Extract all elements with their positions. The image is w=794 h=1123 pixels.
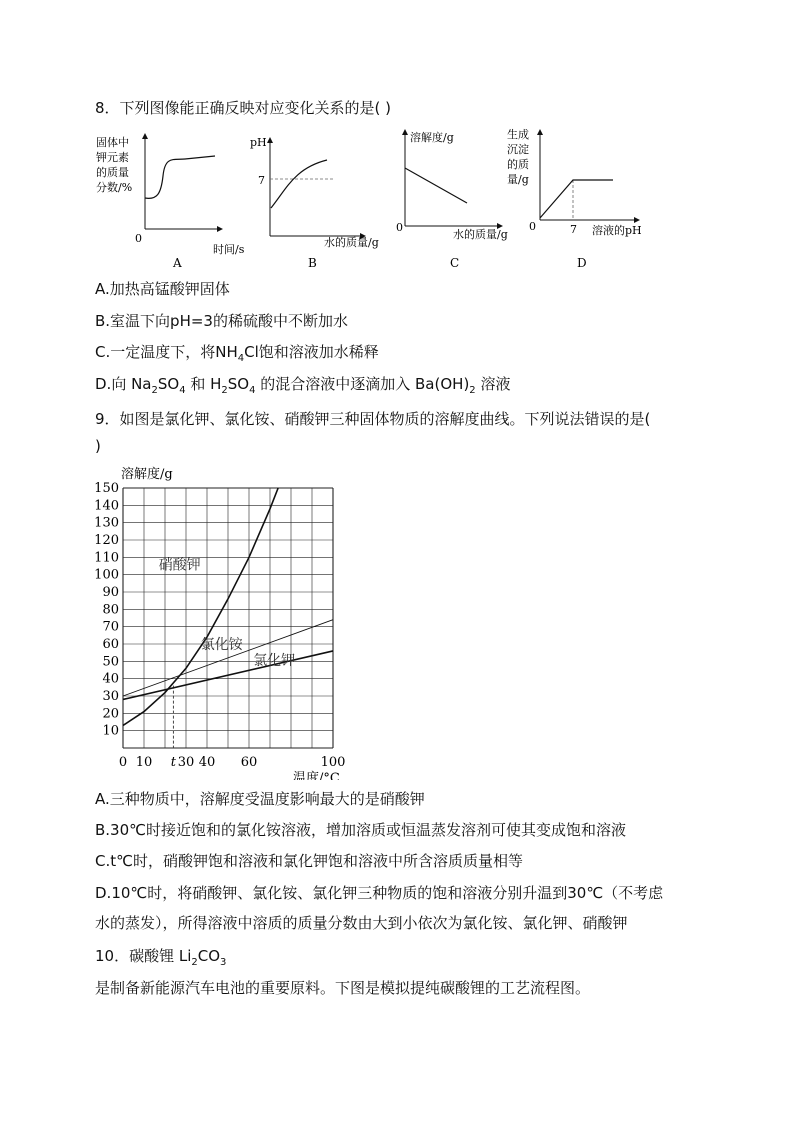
- x-tick-label: t: [170, 755, 177, 770]
- series-label-3: 氯化钾: [253, 652, 296, 669]
- y-tick-label: 90: [102, 585, 119, 600]
- y-axis-label: 溶解度/g: [121, 467, 173, 482]
- q10-stem-sub: 3: [220, 957, 227, 968]
- fig-b-ylabel: pH: [250, 136, 267, 149]
- y-tick-label: 130: [95, 515, 119, 531]
- q8-option-c-post: Cl饱和溶液加水稀释: [244, 343, 379, 361]
- series-label-2: 氯化铵: [200, 637, 243, 654]
- q10-stem-part: CO: [197, 947, 221, 965]
- q10-stem-sub: 2: [191, 957, 198, 968]
- y-tick-label: 80: [102, 602, 119, 618]
- q8-stem: 8．下列图像能正确反映对应变化关系的是( ): [95, 99, 392, 117]
- q9-stem-line1: 9．如图是氯化钾、氯化铵、硝酸钾三种固体物质的溶解度曲线。下列说法错误的是(: [95, 410, 651, 428]
- q9-option-b: B.30℃时接近饱和的氯化铵溶液，增加溶质或恒温蒸发溶剂可使其变成饱和溶液: [95, 821, 626, 839]
- y-tick-label: 110: [95, 550, 119, 566]
- fig-d-label: D: [577, 256, 587, 270]
- q8-option-d-sub: 2: [151, 385, 158, 396]
- fig-d: [507, 128, 642, 270]
- x-tick-label: 60: [240, 755, 258, 770]
- q8-option-d-part: 溶液: [475, 375, 511, 393]
- fig-b-label: B: [308, 256, 317, 270]
- x-tick-label: 40: [198, 755, 216, 770]
- y-tick-label: 70: [102, 619, 119, 635]
- fig-c-origin: 0: [396, 221, 403, 234]
- fig-b-xlabel: 水的质量/g: [324, 236, 379, 249]
- fig-d-xlabel: 溶液的pH: [592, 224, 642, 237]
- y-tick-label: 100: [95, 567, 119, 583]
- fig-c-label: C: [450, 256, 460, 270]
- q9-chart-svg: [95, 462, 355, 780]
- fig-a-ylabel-3: 的质量: [96, 166, 129, 179]
- x-tick-label: 30: [177, 755, 195, 770]
- fig-a-origin: 0: [135, 232, 142, 245]
- fig-d-tick: 7: [570, 223, 577, 236]
- y-tick-label: 150: [95, 481, 119, 496]
- fig-b-curve: [271, 160, 327, 208]
- y-tick-label: 140: [95, 498, 119, 514]
- fig-a-curve: [145, 156, 215, 198]
- q8-option-d-sub: 2: [469, 385, 476, 396]
- fig-b: [250, 136, 379, 270]
- q8-option-b: B.室温下向pH=3的稀硫酸中不断加水: [95, 312, 348, 330]
- q9-solubility-chart: [95, 462, 355, 784]
- x-axis-label: 温度/°C: [293, 771, 340, 780]
- q9-option-d-line1: D.10℃时，将硝酸钾、氯化铵、氯化钾三种物质的饱和溶液分别升温到30℃（不考虑: [95, 884, 664, 902]
- x-tick-label: 100: [320, 755, 346, 770]
- y-tick-label: 30: [102, 689, 119, 704]
- fig-c-line: [405, 168, 467, 203]
- fig-a-ylabel-4: 分数/%: [96, 181, 133, 194]
- q8-option-d-part: D.向 Na: [95, 375, 152, 393]
- x-tick-label: 0: [118, 755, 128, 770]
- q9-option-d-line2: 水的蒸发），所得溶液中溶质的质量分数由大到小依次为氯化铵、氯化钾、硝酸钾: [95, 914, 628, 932]
- y-tick-label: 60: [102, 637, 119, 652]
- q8-option-d: [95, 373, 510, 396]
- q8-option-d-sub: 4: [249, 385, 256, 396]
- q8-figures-svg: [95, 128, 695, 270]
- q8-option-d-part: SO: [157, 375, 180, 393]
- q8-option-c-pre: C.一定温度下，将NH: [95, 343, 238, 361]
- q8-option-d-part: 的混合溶液中逐滴加入 Ba(OH): [255, 375, 470, 393]
- fig-a: [96, 135, 245, 270]
- q8-option-d-part: SO: [227, 375, 250, 393]
- q8-option-c-sub: 4: [237, 353, 245, 364]
- y-tick-label: 50: [102, 654, 119, 670]
- fig-c-xlabel: 水的质量/g: [453, 228, 508, 241]
- fig-d-ylabel-4: 量/g: [507, 173, 529, 186]
- q10-stem-line1: [95, 945, 226, 968]
- y-tick-label: 10: [102, 723, 119, 739]
- y-tick-label: 20: [102, 706, 119, 722]
- fig-d-origin: 0: [529, 220, 536, 233]
- fig-a-label: A: [173, 256, 182, 270]
- series-line-1: [123, 488, 278, 725]
- q8-option-a: A.加热高锰酸钾固体: [95, 280, 230, 298]
- fig-c-ylabel: 溶解度/g: [410, 131, 454, 144]
- q10-stem-part: 10．碳酸锂 Li: [95, 947, 192, 965]
- q9-option-c: C.t℃时，硝酸钾饱和溶液和氯化钾饱和溶液中所含溶质质量相等: [95, 852, 523, 870]
- fig-a-ylabel-1: 固体中: [96, 136, 129, 149]
- fig-d-ylabel-3: 的质: [507, 158, 529, 171]
- q9-stem-line2: ): [95, 437, 101, 455]
- q10-stem-line2: 是制备新能源汽车电池的重要原料。下图是模拟提纯碳酸锂的工艺流程图。: [95, 979, 591, 997]
- fig-d-ylabel-1: 生成: [507, 128, 529, 141]
- fig-d-line: [540, 180, 613, 218]
- q9-option-a: A.三种物质中，溶解度受温度影响最大的是硝酸钾: [95, 790, 425, 808]
- fig-b-tick: 7: [258, 174, 265, 187]
- x-tick-label: 10: [135, 755, 153, 770]
- q8-figures: [95, 128, 695, 270]
- q8-option-d-part: 和 H: [185, 375, 222, 393]
- fig-a-ylabel-2: 钾元素: [96, 151, 129, 164]
- q8-option-d-sub: 4: [179, 385, 186, 396]
- q8-option-c: [95, 341, 379, 364]
- series-label-1: 硝酸钾: [158, 557, 201, 574]
- q8-option-d-sub: 2: [221, 385, 228, 396]
- fig-d-ylabel-2: 沉淀: [507, 143, 529, 156]
- fig-a-xlabel: 时间/s: [213, 243, 245, 256]
- fig-c: [396, 130, 508, 270]
- y-tick-label: 40: [102, 671, 119, 687]
- y-tick-label: 120: [95, 533, 119, 548]
